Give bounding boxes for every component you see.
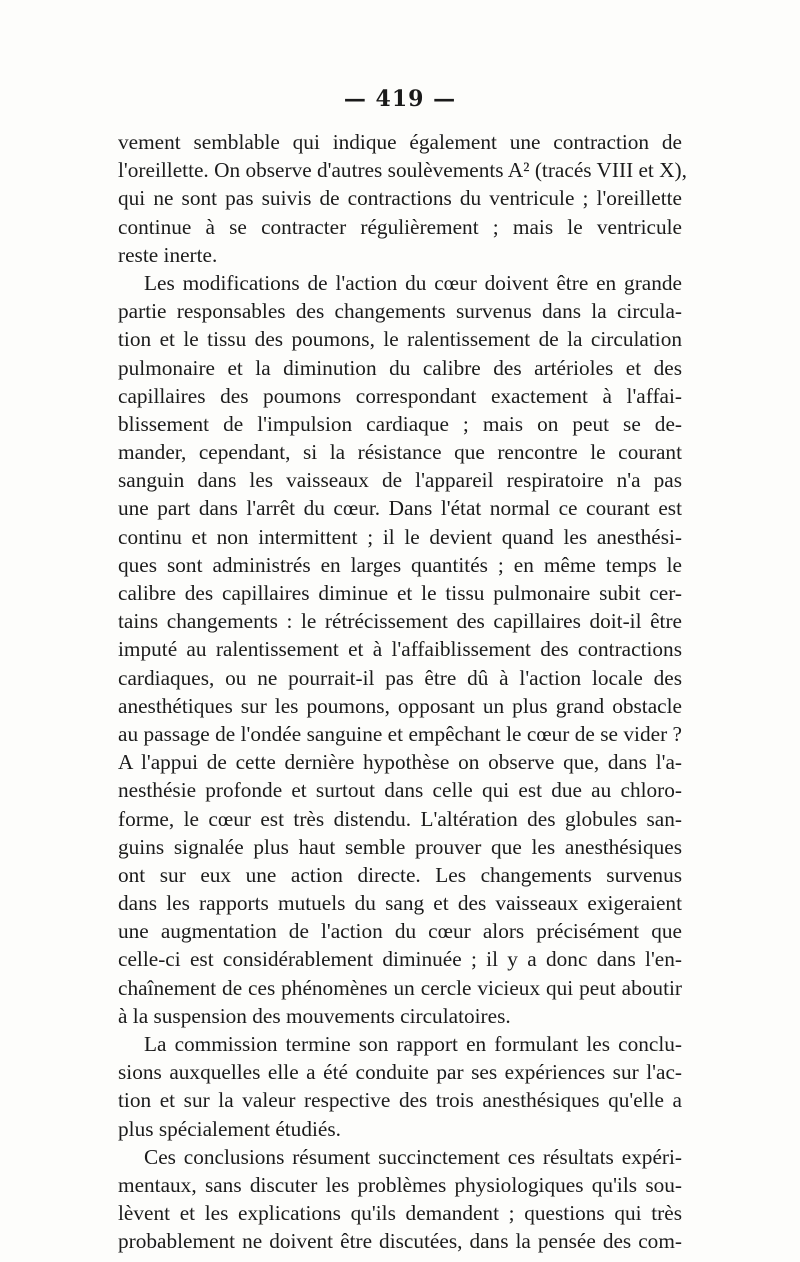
text-line: mentaux, sans discuter les problèmes physiologiques qu'ils sou-: [118, 1172, 682, 1197]
text-line: continu et non intermittent ; il le devient quand les anesthési-: [118, 524, 682, 549]
text-line: cardiaques, ou ne pourrait-il pas être dû à l'action locale des: [118, 665, 682, 690]
text-line: une augmentation de l'action du cœur alors précisément que: [118, 919, 682, 944]
text-line: La commission termine son rapport en formulant les conclu-: [144, 1032, 682, 1056]
text-line: calibre des capillaires diminue et le tissu pulmonaire subit cer-: [118, 581, 682, 605]
text-line: tion et le tissu des poumons, le ralentissement de la circulation: [118, 327, 682, 352]
text-line: tion et sur la valeur respective des trois anesthésiques qu'elle a: [118, 1088, 682, 1113]
text-line: anesthétiques sur les poumons, opposant un plus grand obstacle: [118, 693, 682, 718]
text-line: dans les rapports mutuels du sang et des vaisseaux exigeraient: [118, 891, 682, 916]
text-line: Ces conclusions résument succinctement ces résultats expéri-: [144, 1144, 682, 1169]
text-line: chaînement de ces phénomènes un cercle vicieux qui peut aboutir: [118, 975, 682, 1000]
text-line: sanguin dans les vaisseaux de l'appareil respiratoire n'a pas: [118, 468, 682, 493]
paragraph: [118, 1143, 682, 1256]
text-line: celle-ci est considérablement diminuée ; il y a donc dans l'en-: [118, 947, 682, 972]
text-line: forme, le cœur est très distendu. L'altération des globules san-: [118, 806, 682, 831]
page-number: — 419 —: [343, 86, 457, 112]
text-line: capillaires des poumons correspondant exactement à l'affai-: [118, 383, 682, 408]
text-line: plus spécialement étudiés.: [118, 1116, 341, 1141]
text-line: Les modifications de l'action du cœur doivent être en grande: [144, 270, 682, 295]
text-line: à la suspension des mouvements circulatoires.: [118, 1003, 511, 1028]
text-line: guins signalée plus haut semble prouver que les anesthésiques: [118, 834, 682, 859]
text-line: A l'appui de cette dernière hypothèse on observe que, dans l'a-: [118, 750, 682, 775]
text-line: probablement ne doivent être discutées, dans la pensée des com-: [118, 1229, 682, 1254]
text-line: nesthésie profonde et surtout dans celle qui est due au chloro-: [118, 778, 682, 803]
text-line: vement semblable qui indique également une contraction de: [118, 130, 682, 154]
text-line: imputé au ralentissement et à l'affaiblissement des contractions: [118, 637, 682, 662]
paragraph: [118, 128, 687, 269]
text-line: reste inerte.: [118, 242, 218, 267]
text-line: mander, cependant, si la résistance que rencontre le courant: [118, 440, 682, 465]
text-line: au passage de l'ondée sanguine et empêchant le cœur de se vider ?: [118, 721, 682, 746]
text-line: lèvent et les explications qu'ils demandent ; questions qui très: [118, 1201, 682, 1226]
text-line: l'oreillette. On observe d'autres soulèvements A² (tracés VIII et X),: [118, 158, 687, 183]
text-line: tains changements : le rétrécissement des capillaires doit-il être: [118, 609, 682, 634]
text-line: continue à se contracter régulièrement ; mais le ventricule: [118, 214, 682, 239]
paragraph: [118, 1030, 682, 1143]
body-text: [118, 128, 687, 1256]
text-line: blissement de l'impulsion cardiaque ; mais on peut se de-: [118, 411, 682, 436]
text-line: pulmonaire et la diminution du calibre des artérioles et des: [118, 355, 682, 380]
text-line: ques sont administrés en larges quantités ; en même temps le: [118, 552, 682, 577]
paragraph: [118, 269, 682, 1030]
text-line: sions auxquelles elle a été conduite par ses expériences sur l'ac-: [118, 1060, 682, 1085]
text-line: qui ne sont pas suivis de contractions du ventricule ; l'oreillette: [118, 186, 682, 211]
text-line: une part dans l'arrêt du cœur. Dans l'état normal ce courant est: [118, 496, 682, 521]
text-line: ont sur eux une action directe. Les changements survenus: [118, 862, 682, 887]
text-line: partie responsables des changements survenus dans la circula-: [118, 299, 682, 324]
